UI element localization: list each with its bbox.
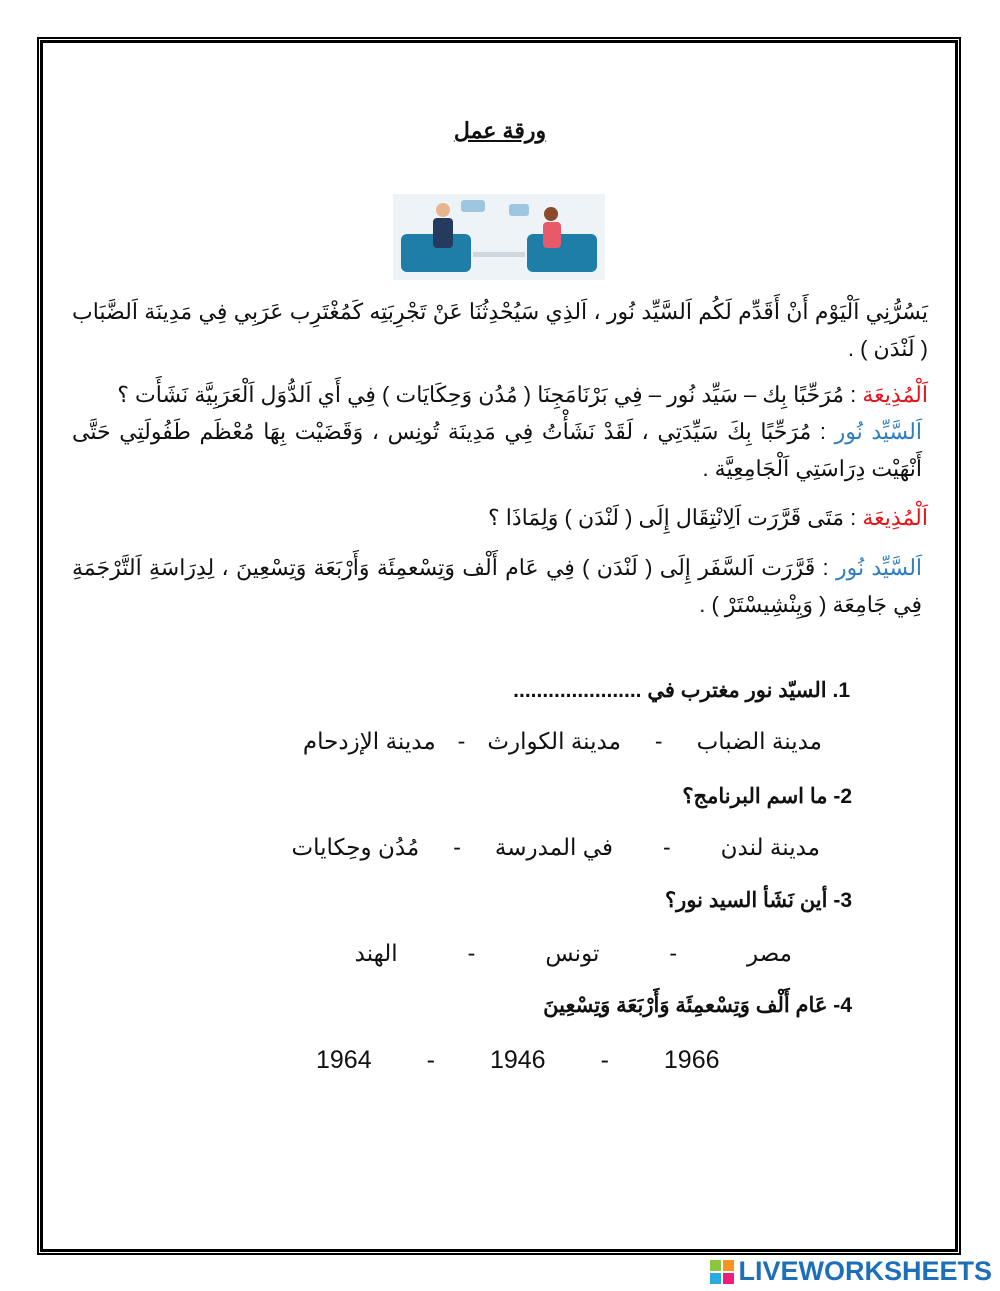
- option[interactable]: الهند: [354, 940, 398, 966]
- option[interactable]: مدينة الكوارث: [487, 728, 621, 754]
- speaker-name: اَلسَّيِّد نُور: [834, 419, 922, 444]
- question-2-options: [291, 834, 820, 861]
- separator: -: [600, 1046, 609, 1074]
- separator: -: [426, 1046, 435, 1074]
- dialogue-line: [72, 376, 928, 413]
- intro-paragraph: يَسُرُّنِي اَلْيَوْم أَنْ أَقَدِّم لَكُم اَلسَّيِّد نُور ، اَلذِي سَيُحْدِثُنَا عَنْ تَجْرِبَتِه كَمُغْتَرِب عَرَبِي فِي مَدِينَة اَلضَّبَاب ( لَنْدَن ) .: [72, 299, 928, 361]
- question-4-options: [316, 1046, 720, 1075]
- separator: -: [654, 728, 663, 754]
- question-1-options: [303, 728, 822, 755]
- option[interactable]: تونس: [545, 940, 600, 966]
- speaker-name: اَلسَّيِّد نُور: [835, 555, 923, 580]
- option[interactable]: مدينة الضباب: [696, 728, 822, 754]
- separator: -: [457, 728, 466, 754]
- dialogue-line: [72, 549, 922, 623]
- dialogue-line: [72, 413, 922, 487]
- separator: -: [467, 940, 476, 966]
- dialogue-text: : قَرَّرَت اَلسَّفَر إِلَى ( لَنْدَن ) فِي عَام أَلْف وَتِسْعمِئَة وَأَرْبَعَة وَتِسْعِينَ ، لِدِرَاسَةِ اَلتَّرْجَمَةِ فِي جَامِعَة ( وَيِنْشِيسْتَرْ ) .: [72, 555, 922, 617]
- dialogue-line: [72, 499, 928, 536]
- option[interactable]: 1946: [489, 1046, 546, 1074]
- question-2: 2- ما اسم البرنامج؟: [682, 785, 852, 808]
- dialogue-text: : مَتَى قَرَّرَت اَلِانْتِقَال إِلَى ( لَنْدَن ) وَلِمَاذَا ؟: [487, 505, 863, 530]
- liveworksheets-logo: [710, 1256, 992, 1287]
- question-4: 4- عَام أَلْف وَتِسْعمِئَة وَأَرْبَعَة وَتِسْعِينَ: [543, 994, 852, 1017]
- option[interactable]: مدينة لندن: [720, 834, 820, 860]
- separator: -: [453, 834, 461, 860]
- option[interactable]: مصر: [747, 940, 792, 966]
- logo-icon: [710, 1260, 734, 1284]
- option[interactable]: مدينة الإزدحام: [302, 728, 436, 754]
- separator: -: [669, 940, 678, 966]
- option[interactable]: في المدرسة: [494, 834, 613, 860]
- worksheet-title: ورقة عمل: [453, 118, 547, 143]
- option[interactable]: 1966: [663, 1046, 720, 1074]
- question-3: 3- أين نَشَأ السيد نور؟: [665, 889, 852, 912]
- interview-illustration: [393, 194, 605, 280]
- question-1: 1. السيّد نور مغترب في ......................: [513, 679, 850, 702]
- dialogue-text: : مُرَحِّبًا بِك – سَيِّد نُور – فِي بَرْنَامَجِنَا ( مُدُن وَحِكَايَات ) فِي أَي اَلدُّوَل اَلْعَرَبِيَّة نَشَأَت ؟: [117, 382, 863, 407]
- option[interactable]: 1964: [316, 1046, 372, 1074]
- logo-text: LIVEWORKSHEETS: [738, 1256, 992, 1286]
- speaker-name: اَلْمُذِيعَة: [862, 382, 928, 407]
- separator: -: [662, 834, 671, 860]
- question-3-options: [355, 940, 792, 967]
- option[interactable]: مُدُن وحِكايات: [291, 834, 420, 860]
- dialogue-text: : مُرَحِّبًا بِكَ سَيِّدَتِي ، لَقَدْ نَشَأْتُ فِي مَدِينَة تُونِس ، وَقَضَيْت بِهَا مُعْظَم طَفُولَتِي حَتَّى أَنْهَيْت دِرَاسَتِي اَلْجَامِعِيَّة .: [72, 419, 922, 481]
- speaker-name: اَلْمُذِيعَة: [862, 505, 928, 530]
